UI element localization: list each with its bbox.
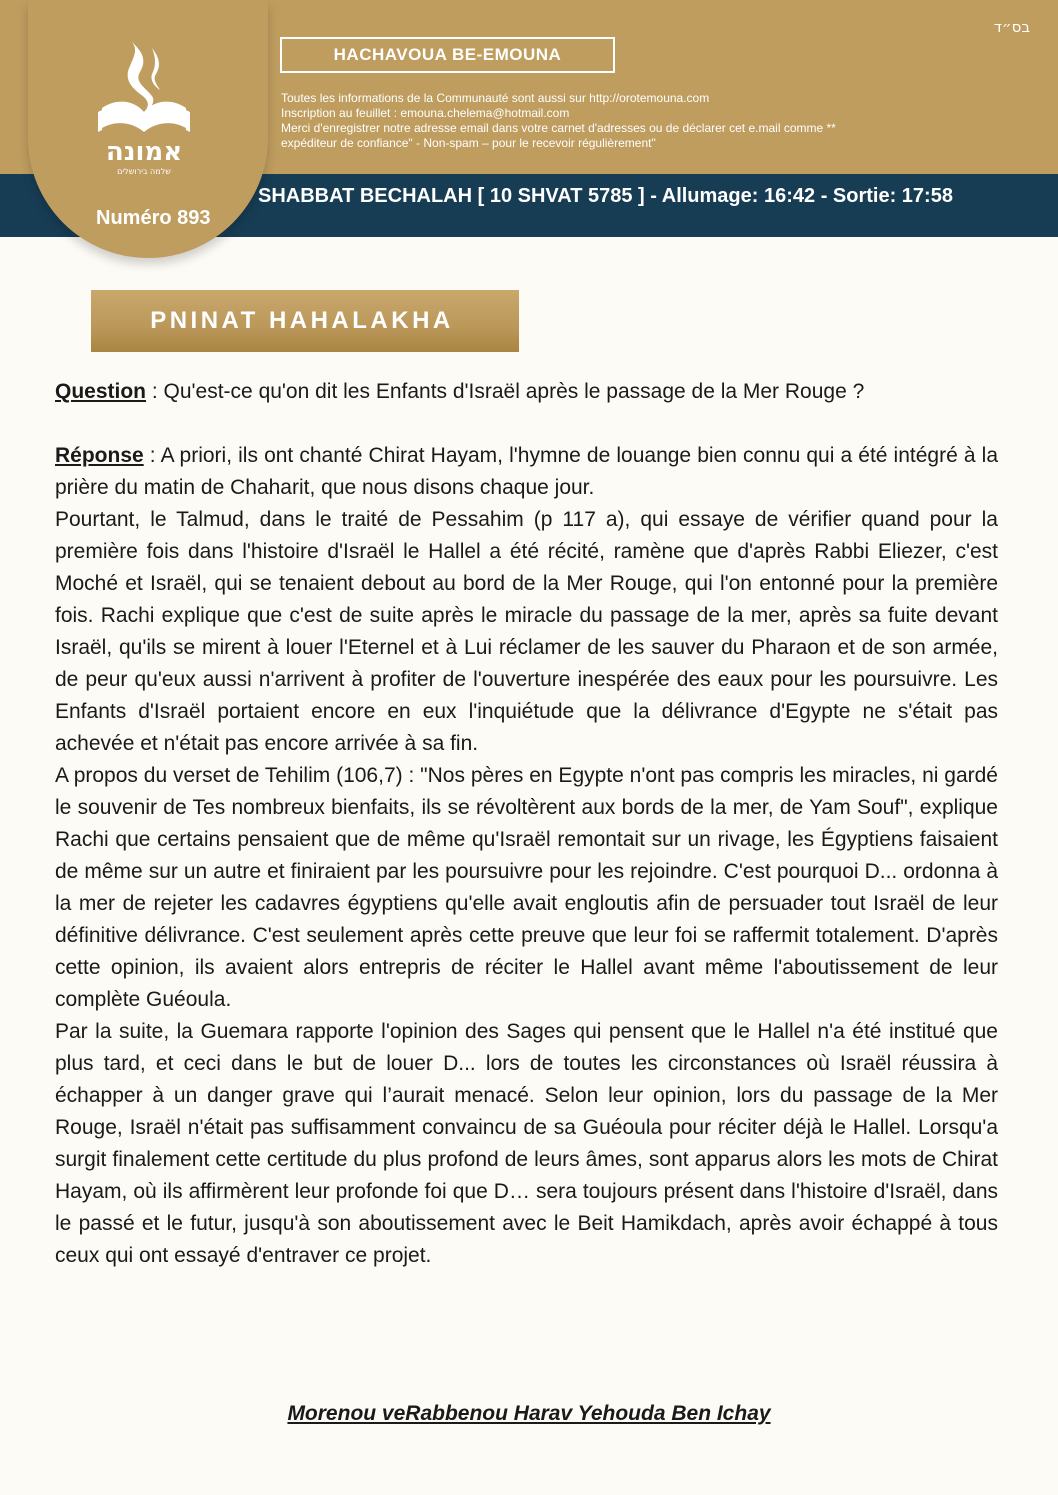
info-line: Inscription au feuillet : emouna.chelema@hotmail.com — [281, 106, 570, 120]
info-block — [281, 91, 941, 151]
logo-word: אמונה — [105, 137, 183, 167]
emouna-logo-icon — [94, 38, 194, 178]
article-paragraph: A propos du verset de Tehilim (106,7) : "Nos pères en Egypte n'ont pas compris les miracles, ni gardé le souvenir de Tes nombreux bienfaits, ils se révoltèrent aux bords de la mer, de Yam Souf", explique Rachi que certains pensaient que de même qu'Israël remontait sur un rivage, les Égyptiens faisaient de même sur un autre et finiraient par les poursuivre pour les rejoindre. C'est pourquoi D... ordonna à la mer de rejeter les cadavres égyptiens qu'elle avait engloutis afin de persuader tout Israël de leur définitive délivrance. C'est seulement après cette preuve que leur foi se raffermit totalement. D'après cette opinion, ils avaient alors entrepris de réciter le Hallel avant même l'aboutissement de leur complète Guéoula. — [55, 764, 998, 1011]
bsd-mark: בס״ד — [993, 18, 1030, 36]
info-line: expéditeur de confiance" - Non-spam – pour le recevoir régulièrement" — [281, 136, 656, 150]
info-line: Merci d'enregistrer notre adresse email dans votre carnet d'adresses ou de déclarer cet e.mail comme ** — [281, 121, 836, 135]
article-paragraph: Par la suite, la Guemara rapporte l'opinion des Sages qui pensent que le Hallel n'a été institué que plus tard, et ceci dans le but de louer D... lors de toutes les circonstances où Israël réussira à échapper à un danger grave qui l’aurait menacé. Selon leur opinion, lors du passage de la Mer Rouge, Israël n'était pas suffisamment convaincu de sa Guéoula pour réciter déjà le Hallel. Lorsqu'a surgit finalement cette certitude du plus profond de leurs âmes, sont apparus alors les mots de Chirat Hayam, où ils affirmèrent leur profonde foi que D… sera toujours présent dans l'histoire d'Israël, dans le passé et le futur, jusqu'à son aboutissement avec le Beit Hamikdach, après avoir échappé à tous ceux qui ont essayé d'entraver ce projet. — [55, 1020, 998, 1267]
newsletter-title: HACHAVOUA BE-EMOUNA — [280, 37, 615, 73]
reponse-text: : A priori, ils ont chanté Chirat Hayam, l'hymne de louange bien connu qui a été intégré à la prière du matin de Chaharit, que nous disons chaque jour. — [55, 444, 998, 499]
info-line: Toutes les informations de la Communauté sont aussi sur http://orotemouna.com — [281, 91, 710, 105]
issue-number: Numéro 893 — [96, 207, 211, 229]
reponse-paragraph — [55, 440, 998, 504]
logo-subtitle: שלמה בירושלים — [117, 167, 171, 176]
author-signature: Morenou veRabbenou Harav Yehouda Ben Ichay — [287, 1402, 771, 1425]
shabbat-times: SHABBAT BECHALAH [ 10 SHVAT 5785 ] - Allumage: 16:42 - Sortie: 17:58 — [258, 185, 953, 207]
reponse-label: Réponse — [55, 444, 144, 467]
question-paragraph — [55, 376, 998, 408]
article-paragraph: Pourtant, le Talmud, dans le traité de Pessahim (p 117 a), qui essaye de vérifier quand pour la première fois dans l'histoire d'Israël le Hallel a été récité, ramène que d'après Rabbi Eliezer, c'est Moché et Israël, qui se tenaient debout au bord de la Mer Rouge, qui l'on entonné pour la première fois. Rachi explique que c'est de suite après le miracle du passage de la mer, après sa fuite devant Israël, qu'ils se mirent à louer l'Eternel et à Lui réclamer de les sauver du Pharaon et de son armée, de peur qu'eux aussi n'arrivent à profiter de l'ouverture inespérée des eaux pour les poursuivre. Les Enfants d'Israël portaient encore en eux l'inquiétude que la délivrance d'Egypte ne s'était pas achevée et n'était pas encore arrivée à sa fin. — [55, 508, 998, 755]
section-title: PNINAT HAHALAKHA — [91, 290, 519, 352]
question-text: : Qu'est-ce qu'on dit les Enfants d'Israël après le passage de la Mer Rouge ? — [146, 380, 865, 403]
question-label: Question — [55, 380, 147, 403]
article-body — [55, 376, 998, 1272]
